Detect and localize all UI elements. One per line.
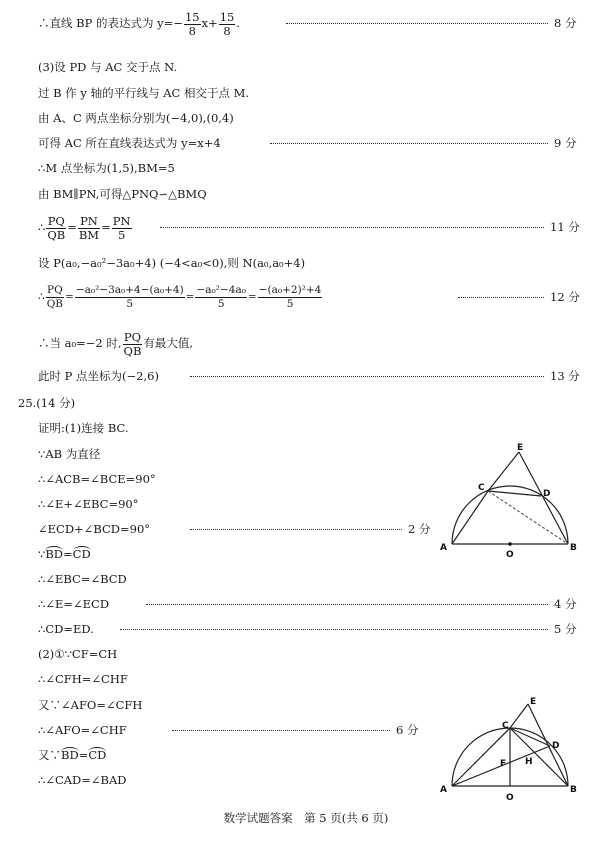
label-b: B <box>570 785 577 795</box>
fraction: $\frac{PN}{BM}$ <box>78 213 100 242</box>
answer-line: 又∵BD=CD <box>38 748 107 762</box>
leader-dots <box>160 227 544 228</box>
question-number: 25.(14 分) <box>18 396 76 410</box>
segment-cb-dashed <box>488 491 568 544</box>
center-point <box>508 542 512 546</box>
fraction: $\frac{\text{−a₀²−4a₀}}{5}$ <box>196 283 246 310</box>
label-d: D <box>552 741 560 751</box>
answer-line: 过 B 作 y 轴的平行线与 AC 相交于点 M. <box>38 86 250 100</box>
answer-line: 由 A、C 两点坐标分别为(−4,0),(0,4) <box>38 111 234 125</box>
label-e: E <box>530 697 537 707</box>
label-o: O <box>506 550 514 560</box>
semicircle-arc <box>452 486 568 544</box>
answer-line: 证明:(1)连接 BC. <box>38 421 129 435</box>
label-d: D <box>543 489 551 499</box>
fraction: $\frac{15}{8}$ <box>184 9 200 38</box>
answer-line: ∴∠CAD=∠BAD <box>38 773 127 787</box>
score: 2 分 <box>408 522 431 536</box>
leader-dots <box>270 143 548 144</box>
segment-ac <box>452 491 488 544</box>
label-c: C <box>478 483 485 493</box>
leader-dots <box>286 23 548 24</box>
answer-line: ∵AB 为直径 <box>38 447 101 461</box>
answer-line: ∠ECD+∠BCD=90° 2 分 <box>0 518 612 540</box>
segment-ce <box>510 704 528 728</box>
score: 12 分 <box>550 290 580 304</box>
segment-cd <box>488 491 541 496</box>
fraction: $\frac{\text{−a₀²−3a₀+4−(a₀+4)}}{5}$ <box>75 283 184 310</box>
label-e: E <box>517 443 524 453</box>
label-a: A <box>440 785 447 795</box>
fraction: $\frac{PQ}{QB}$ <box>46 283 64 310</box>
answer-line: ∵BD=CD <box>38 547 91 561</box>
fraction: $\frac{PQ}{QB}$ <box>47 213 66 242</box>
answer-line: ∴∠E+∠EBC=90° <box>38 497 139 511</box>
answer-line: ∴∠CFH=∠CHF <box>38 672 128 686</box>
leader-dots <box>146 604 548 605</box>
answer-line: ∴∠E=∠ECD 4 分 <box>0 593 612 615</box>
fraction: $\frac{15}{8}$ <box>219 9 235 38</box>
segment-ac <box>452 728 510 786</box>
score: 11 分 <box>550 220 580 234</box>
score: 8 分 <box>554 16 577 30</box>
fraction: $\frac{PN}{5}$ <box>112 213 131 242</box>
answer-line: (3)设 PD 与 AC 交于点 N. <box>38 60 178 74</box>
answer-line: ∴CD=ED. 5 分 <box>0 618 612 640</box>
leader-dots <box>190 376 544 377</box>
label-h: H <box>525 757 533 767</box>
answer-line: 设 P(a₀,−a₀²−3a₀+4) (−4<a₀<0),则 N(a₀,a₀+4) <box>38 256 306 270</box>
geometry-figure-1 <box>430 440 590 565</box>
leader-dots <box>172 730 390 731</box>
score: 4 分 <box>554 597 577 611</box>
leader-dots <box>190 529 402 530</box>
score: 13 分 <box>550 369 580 383</box>
score: 6 分 <box>396 723 419 737</box>
answer-line: (2)①∵CF=CH <box>38 647 118 661</box>
label-f: F <box>500 759 507 769</box>
score: 9 分 <box>554 136 577 150</box>
answer-line: ∴M 点坐标为(1,5),BM=5 <box>38 161 175 175</box>
label-a: A <box>440 543 447 553</box>
geometry-figure-2 <box>432 690 592 805</box>
answer-line: ∴直线 BP 的表达式为 y=− $\frac{15}{8}$ x+ $\frac{15}{8}$ . 8 分 <box>0 6 612 40</box>
answer-line: ∴ $\frac{PQ}{QB}$ = $\frac{\text{−a₀²−3a₀+4−(a₀+4)}}{5}$ = $\frac{\text{−a₀²−4a₀}}{5}$ = $\frac{\text{−(a₀+2)²+4}}{5}$ 12 分 <box>0 280 612 314</box>
answer-line: 由 BM∥PN,可得△PNQ∽△BMQ <box>38 187 207 201</box>
answer-line: 可得 AC 所在直线表达式为 y=x+4 9 分 <box>0 132 612 154</box>
answer-line: ∴∠AFO=∠CHF 6 分 <box>0 719 612 741</box>
segment-ce <box>488 452 519 491</box>
answer-line: ∴ $\frac{PQ}{QB}$ = $\frac{PN}{BM}$ = $\frac{PN}{5}$ 11 分 <box>0 210 612 244</box>
segment-cb <box>510 728 568 786</box>
answer-line: ∴当 a₀=−2 时, $\frac{PQ}{QB}$ 有最大值, <box>38 329 194 358</box>
page-footer: 数学试题答案 第 5 页(共 6 页) <box>223 811 389 825</box>
fraction: $\frac{PQ}{QB}$ <box>123 329 142 358</box>
label-o: O <box>506 793 514 803</box>
leader-dots <box>458 297 544 298</box>
answer-line: ∴∠EBC=∠BCD <box>38 572 127 586</box>
leader-dots <box>120 629 548 630</box>
answer-line: 此时 P 点坐标为(−2,6) 13 分 <box>0 365 612 387</box>
label-c: C <box>502 721 509 731</box>
answer-line: ∴∠ACB=∠BCE=90° <box>38 472 156 486</box>
answer-line: 又∵∠AFO=∠CFH <box>38 698 143 712</box>
label-b: B <box>570 543 577 553</box>
fraction: $\frac{\text{−(a₀+2)²+4}}{5}$ <box>258 283 322 310</box>
score: 5 分 <box>554 622 577 636</box>
